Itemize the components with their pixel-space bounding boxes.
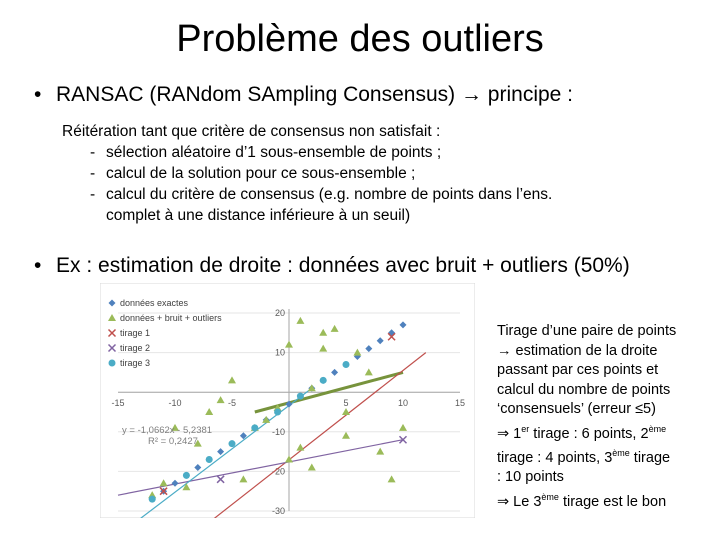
step-3: - calcul du critère de consensus (e.g. nombre de points dans l’ens. — [90, 186, 553, 203]
side-line-5: ‘consensuels’ (erreur ≤5) — [497, 401, 656, 417]
iteration-heading: Réitération tant que critère de consensus non satisfait : — [62, 123, 441, 140]
x-tick-label: -10 — [168, 398, 182, 409]
x-tick-label: -5 — [227, 398, 237, 409]
legend-label: tirage 1 — [120, 328, 151, 338]
step-1-text: sélection aléatoire d’1 sous-ensemble de points ; — [106, 144, 442, 161]
legend-label: tirage 2 — [120, 343, 151, 353]
bullet-ransac-text: RANSAC (RANdom SAmpling Consensus) → principe : — [56, 83, 574, 106]
y-tick-label: -30 — [271, 506, 285, 516]
data-point — [206, 456, 213, 463]
legend-marker — [109, 360, 116, 367]
bullet-ransac — [34, 83, 573, 107]
step-3-cont: complet à une distance inférieure à un seuil) — [106, 207, 411, 224]
data-point — [320, 377, 327, 384]
side-line-7-sup: ème — [612, 447, 630, 458]
step-2-text: calcul de la solution pour ce sous-ensemble ; — [106, 165, 416, 182]
legend-label: données exactes — [120, 298, 189, 308]
x-tick-label: 15 — [454, 398, 466, 409]
bullet-example-text: Ex : estimation de droite : données avec bruit + outliers (50%) — [56, 254, 630, 277]
bullet-dot: • — [34, 254, 42, 277]
y-tick-label: -10 — [271, 426, 285, 437]
y-tick-label: -20 — [271, 466, 285, 477]
step-1: - sélection aléatoire d’1 sous-ensemble de points ; — [90, 144, 442, 161]
side-line-9a: ⇒ Le 3 — [497, 493, 542, 510]
x-tick-label: 10 — [397, 398, 409, 409]
side-line-4: calcul du nombre de points — [497, 381, 671, 398]
side-line-6 — [497, 420, 709, 444]
iteration-block — [62, 121, 552, 226]
step-3-text: calcul du critère de consensus (e.g. nombre de points dans l’ens. — [106, 186, 553, 203]
side-line-6a: ⇒ 1 — [497, 425, 522, 442]
slide-title: Problème des outliers — [176, 18, 544, 60]
data-point — [251, 424, 258, 431]
side-line-6-sup: er — [521, 423, 530, 434]
data-point — [229, 440, 236, 447]
side-line-7b: tirage — [629, 449, 671, 466]
side-line-7a: tirage : 4 points, 3 — [497, 449, 613, 466]
x-tick-label: 5 — [343, 398, 349, 409]
side-line-7 — [497, 444, 709, 468]
side-line-6b: tirage : 6 points, 2 — [529, 425, 649, 442]
data-point — [343, 361, 350, 368]
side-explanation — [497, 322, 709, 512]
ransac-chart — [100, 283, 475, 518]
side-line-8: : 10 points — [497, 469, 564, 486]
step-2: - calcul de la solution pour ce sous-ensemble ; — [90, 165, 416, 182]
data-point — [274, 409, 281, 416]
data-point — [297, 393, 304, 400]
side-line-2: → estimation de la droite — [497, 342, 658, 359]
trendline-equation: y = -1,0662x - 5,2381 — [122, 425, 213, 436]
side-line-6-sup2: ème — [648, 423, 667, 434]
legend-label: tirage 3 — [120, 358, 151, 368]
legend-label: données + bruit + outliers — [120, 313, 222, 323]
data-point — [183, 472, 190, 479]
y-tick-label: 20 — [274, 308, 285, 318]
side-line-1: Tirage d’une paire de points — [497, 323, 677, 339]
side-line-9 — [497, 488, 709, 512]
trendline-r2: R² = 0,2427 — [148, 436, 198, 447]
side-line-9b: tirage est le bon — [558, 493, 667, 510]
bullet-dot: • — [34, 83, 42, 106]
data-point — [149, 496, 156, 503]
bullet-example — [34, 254, 630, 278]
side-line-3: passant par ces points et — [497, 362, 659, 378]
x-tick-label: -15 — [111, 398, 125, 409]
y-tick-label: 10 — [274, 347, 285, 358]
side-line-9-sup: ème — [541, 491, 559, 502]
